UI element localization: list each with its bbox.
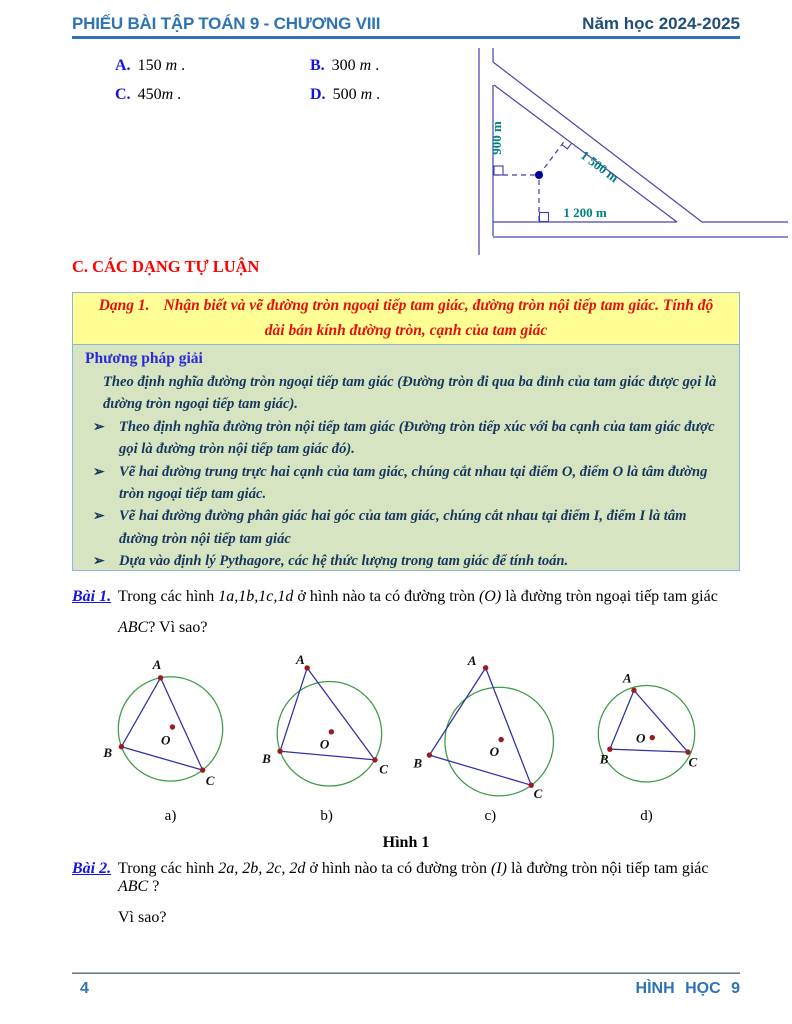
vertex-label-a: A	[468, 652, 477, 668]
bai1-text: Trong các hình 1a,1b,1c,1d ở hình nào ta có đường tròn (O) là đường tròn ngoại tiếp tam giác	[118, 588, 718, 605]
bullet-arrow-icon: ➢	[93, 509, 105, 525]
vertex-label-c: C	[533, 785, 543, 801]
vertex-label-a: A	[622, 670, 632, 686]
option-a: A. 150 m .	[115, 57, 186, 74]
point-dot	[535, 171, 543, 179]
header-rule	[72, 36, 740, 39]
option-b: B. 300 m .	[310, 57, 380, 74]
footer-rule	[72, 972, 740, 974]
vertex-label-a: A	[295, 652, 305, 668]
option-c-value: 450	[137, 86, 162, 103]
dang1-label: Dạng 1.	[98, 297, 150, 315]
dang1-title: Nhận biết và vẽ đường tròn ngoại tiếp tam giác, đường tròn nội tiếp tam giác. Tính độ dài bán kính đường tròn, cạnh của tam giác	[163, 297, 714, 339]
header-school-year: Năm học 2024-2025	[582, 14, 740, 33]
figure-d-svg	[579, 652, 714, 802]
right-angle-marks	[494, 143, 572, 221]
method-bullet-text: Dựa vào định lý Pythagore, các hệ thức lượng trong tam giác để tính toán.	[119, 553, 569, 570]
bai2-text-line2: Vì sao?	[118, 909, 167, 926]
figure-c-sublabel: c)	[484, 808, 497, 824]
vertex-dot-b	[277, 748, 282, 753]
vertex-dot-a	[304, 665, 309, 670]
dang1-text	[87, 294, 725, 342]
vertex-label-a: A	[152, 657, 162, 672]
vertex-dot-c	[372, 757, 377, 762]
road-diagonal-outer-line	[493, 62, 702, 222]
bai2-label: Bài 2.	[72, 860, 112, 877]
figure-c	[410, 652, 570, 828]
triangle-abc	[610, 690, 688, 752]
figure-a-svg	[98, 652, 243, 802]
figure-b-svg	[252, 652, 402, 802]
vertex-label-b: B	[599, 751, 609, 767]
right-angle-left	[494, 166, 503, 175]
vertex-dot-a	[158, 675, 163, 680]
figure-c-svg	[410, 652, 570, 802]
center-label-o: O	[635, 730, 646, 746]
option-b-letter: B.	[310, 57, 325, 74]
method-box	[72, 344, 740, 571]
distance-label-900: 900 m	[489, 121, 504, 155]
right-angle-hypotenuse	[562, 143, 572, 149]
center-dot	[499, 737, 504, 742]
vertex-dot-a	[483, 665, 488, 670]
right-angle-base	[540, 213, 549, 222]
vertex-dot-a	[631, 688, 636, 693]
vertex-dot-c	[200, 767, 205, 772]
vertex-label-c: C	[688, 754, 698, 770]
vertex-dot-b	[119, 744, 124, 749]
distance-label-1500: 1 500 m	[577, 147, 622, 186]
figure-caption: Hình 1	[382, 834, 430, 851]
dang1-box	[72, 292, 740, 344]
bai2-block	[72, 860, 740, 927]
figure-b-sublabel: b)	[320, 808, 333, 824]
option-a-value: 150	[137, 57, 162, 74]
vertex-label-c: C	[378, 761, 388, 777]
vertex-label-b: B	[261, 750, 271, 766]
method-bullet	[93, 416, 729, 461]
section-c-title: C. CÁC DẠNG TỰ LUẬN	[72, 257, 260, 276]
center-dot	[650, 735, 655, 740]
footer-book-title: HÌNH HỌC 9	[635, 980, 740, 997]
center-label-o: O	[319, 736, 329, 752]
method-bullet	[93, 461, 729, 506]
road-lines	[479, 48, 788, 255]
center-label-o: O	[489, 744, 500, 760]
bai1-label: Bài 1.	[72, 588, 112, 605]
header-title: PHIẾU BÀI TẬP TOÁN 9 - CHƯƠNG VIII	[72, 14, 381, 33]
roads-triangle-figure	[470, 40, 792, 258]
bai2-text: Trong các hình 2a, 2b, 2c, 2d ở hình nào ta có đường tròn (I) là đường tròn nội tiếp tam giác ABC ?	[118, 860, 709, 895]
figure-row-hinh1	[98, 652, 714, 828]
vertex-label-c: C	[205, 773, 215, 788]
option-d-value: 500	[332, 86, 357, 103]
option-b-value: 300	[331, 57, 356, 74]
footer-page-number: 4	[80, 980, 89, 997]
option-d: D. 500 m .	[310, 86, 381, 103]
center-dot	[328, 729, 333, 734]
method-bullet-text: Vẽ hai đường đường phân giác hai góc của tam giác, chúng cắt nhau tại điểm I, điểm I là tâm đường tròn nội tiếp tam giác	[119, 508, 687, 547]
vertex-label-b: B	[103, 744, 113, 760]
figure-a-sublabel: a)	[164, 808, 177, 824]
bai1-text-line2: ABC? Vì sao?	[118, 619, 208, 636]
figure-d	[579, 652, 714, 828]
option-a-letter: A.	[115, 57, 131, 74]
figure-a	[98, 652, 243, 828]
bullet-arrow-icon: ➢	[93, 464, 105, 480]
figure-d-sublabel: d)	[640, 808, 653, 824]
center-label-o: O	[160, 732, 171, 748]
method-bullet-text: Vẽ hai đường trung trực hai cạnh của tam giác, chúng cắt nhau tại điểm O, điểm O là tâm đường tròn ngoại tiếp tam giác.	[119, 463, 708, 503]
method-bullet	[93, 550, 729, 573]
bai1-block	[72, 588, 740, 637]
method-bullet-text: Theo định nghĩa đường tròn nội tiếp tam giác (Đường tròn tiếp xúc với ba cạnh của tam giác được gọi là đường tròn nội tiếp tam giác đó).	[119, 418, 715, 458]
method-intro: Theo định nghĩa đường tròn ngoại tiếp tam giác (Đường tròn đi qua ba đỉnh của tam giác được gọi là đường tròn ngoại tiếp tam giác).	[103, 374, 717, 413]
option-c-letter: C.	[115, 86, 131, 103]
method-heading: Phương pháp giải	[85, 350, 203, 367]
vertex-label-b: B	[413, 755, 423, 771]
vertex-dot-b	[427, 752, 432, 757]
circle-o	[118, 677, 222, 781]
option-d-letter: D.	[310, 86, 326, 103]
triangle-abc	[430, 668, 532, 785]
bullet-arrow-icon: ➢	[93, 419, 105, 435]
distance-label-1200: 1 200 m	[563, 205, 607, 220]
center-dot	[170, 724, 175, 729]
option-c: C. 450m .	[115, 86, 182, 103]
figure-b	[252, 652, 402, 828]
circle-o	[598, 686, 694, 782]
distance-dashed-lines	[495, 139, 566, 221]
method-bullet	[93, 505, 729, 550]
bullet-arrow-icon: ➢	[93, 554, 105, 570]
